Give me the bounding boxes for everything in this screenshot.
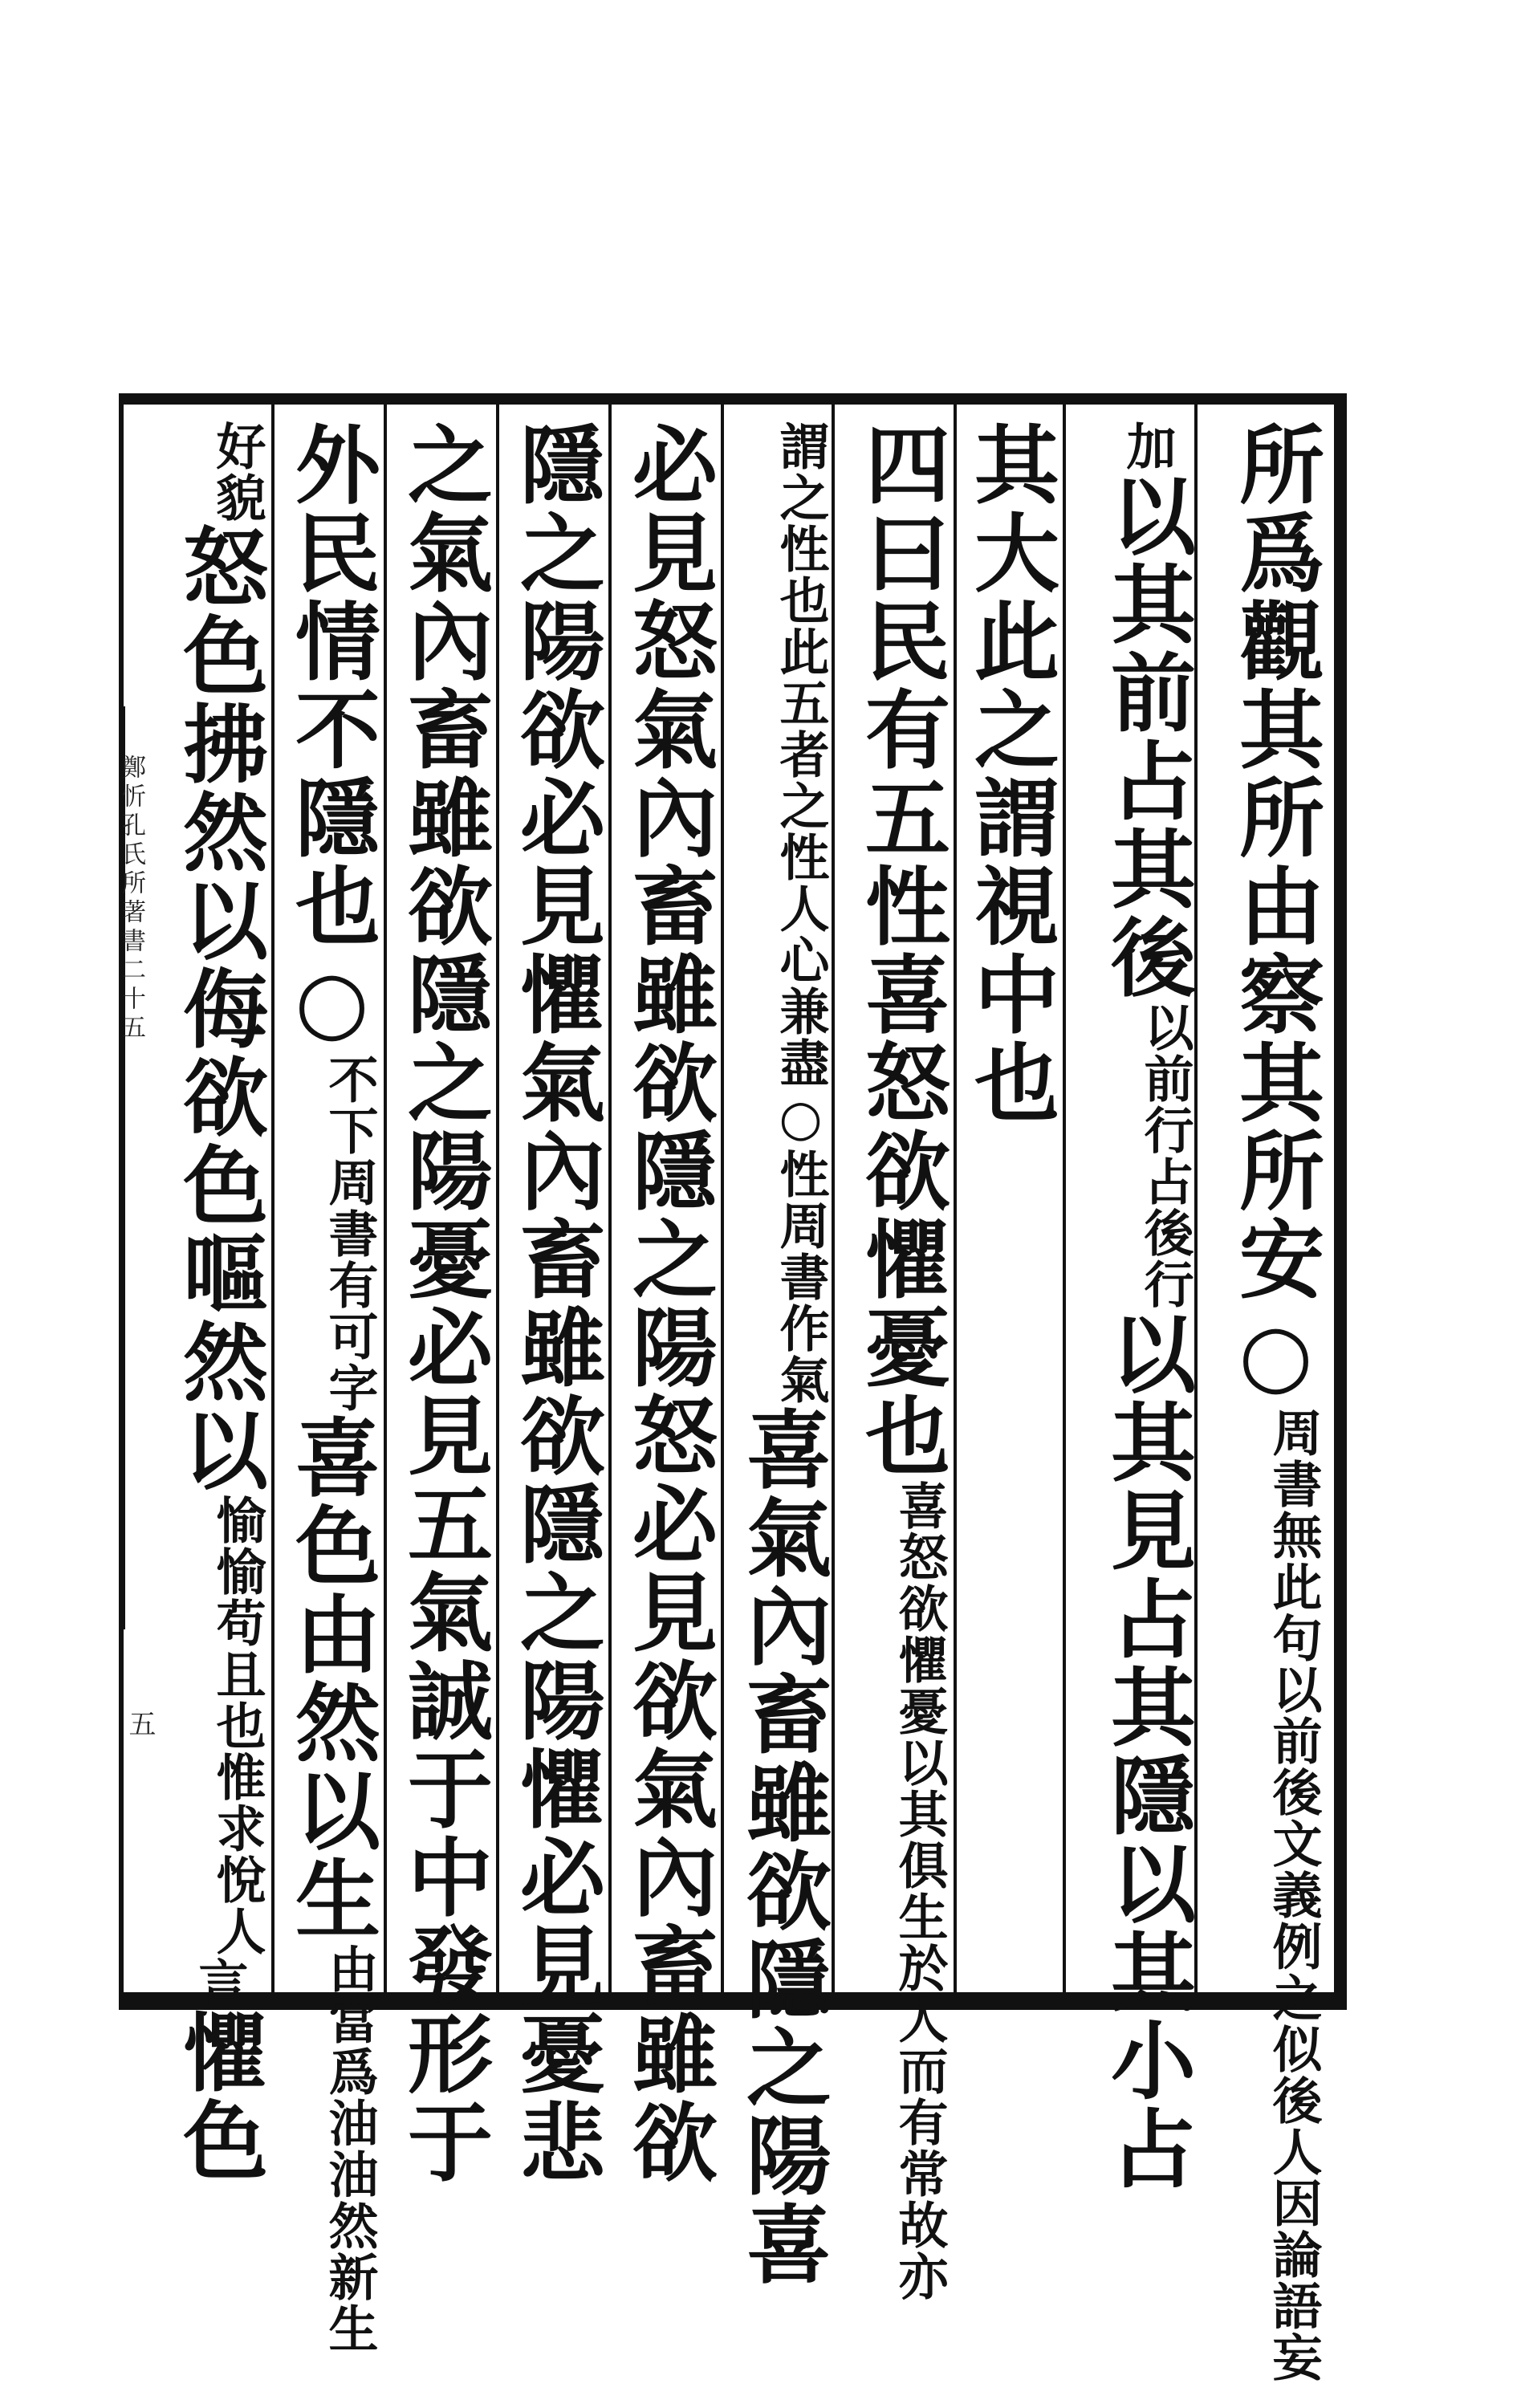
margin-title: 鄭忻孔氏所著書二十五	[117, 755, 145, 1043]
double-line-annotation	[890, 1480, 949, 2302]
double-line-annotation	[771, 421, 830, 1405]
annotation-line-left: 油然新生	[320, 2149, 379, 2354]
annotation-line-left: 貌	[208, 472, 266, 523]
text-column-8	[394, 421, 494, 2186]
annotation-line-right: 周書無此句以前後文	[1264, 1407, 1323, 1869]
text-column-5	[733, 421, 833, 2288]
main-text: 外民情不隱也○	[282, 421, 382, 1054]
annotation-line-right: 愉	[208, 1495, 266, 1546]
column-rule	[1063, 405, 1066, 1992]
main-text: 其大此之謂視中也	[961, 421, 1061, 1127]
double-line-annotation	[320, 1054, 379, 1413]
double-line-annotation	[208, 1495, 266, 1546]
main-text: 之氣內畜雖欲隱之陽憂必見五氣誠于中發形于	[394, 421, 494, 2186]
annotation-line-right: 好	[208, 421, 266, 472]
text-column-4	[852, 421, 952, 2302]
double-line-annotation	[208, 421, 266, 523]
column-rule	[954, 405, 957, 1992]
main-text: 以其前占其後	[1097, 472, 1198, 1002]
column-rule	[384, 405, 387, 1992]
annotation-line-left: 惟求悅人	[208, 1751, 266, 1957]
page-frame	[119, 393, 1347, 2383]
annotation-line-right: 不下周	[320, 1054, 379, 1208]
main-text: 喜氣內畜雖欲隱之陽喜	[733, 1405, 833, 2288]
margin-folio: 五	[124, 1710, 156, 1737]
annotation-line-right: 謂之性也此五者之性人	[771, 421, 830, 934]
main-text: 所爲觀其所由察其所安○	[1226, 421, 1326, 1407]
main-text: 以其見占其隱以其小占	[1097, 1310, 1198, 2193]
annotation-line-left: 心兼盡○性周書作氣	[771, 934, 830, 1405]
text-column-2	[1097, 421, 1198, 2193]
annotation-line-left: 書有可字	[320, 1208, 379, 1413]
annotation-line-left: 占後行	[1136, 1156, 1194, 1310]
text-column-6	[619, 421, 719, 2186]
double-line-annotation	[1264, 1407, 1323, 2383]
text-column-7	[506, 421, 607, 2186]
main-text: 隱之陽欲必見懼氣內畜雖欲隱之陽懼必見憂悲	[506, 421, 607, 2186]
column-rule	[271, 405, 274, 1992]
annotation-text: 加	[1118, 421, 1177, 472]
column-rule	[608, 405, 612, 1992]
annotation-line-left: 義例之似後人因論語妄	[1264, 1869, 1323, 2383]
annotation-line-right: 以前行	[1136, 1002, 1194, 1156]
annotation-text: 言	[190, 1957, 249, 2008]
annotation-line-right: 愉苟且也	[208, 1546, 266, 1751]
text-column-10	[169, 421, 270, 2185]
column-rule	[721, 405, 724, 1992]
main-text: 喜色由然以生	[282, 1413, 382, 1943]
main-text: 怒色拂然以侮欲色嘔然以	[169, 523, 270, 1495]
text-column-3	[961, 421, 1061, 2010]
main-text: 懼色	[169, 2008, 270, 2185]
column-rule	[496, 405, 499, 1992]
double-line-annotation	[208, 1546, 266, 1957]
double-line-annotation	[1136, 1002, 1194, 1310]
text-column-9	[282, 421, 382, 2354]
annotation-line-right: 由當爲油	[320, 1943, 379, 2149]
main-text: 必見怒氣內畜雖欲隱之陽怒必見欲氣內畜雖欲	[619, 421, 719, 2186]
text-column-1	[1226, 421, 1326, 2383]
annotation-line-right: 喜怒欲懼憂以其俱	[890, 1480, 949, 1891]
main-text: 四曰民有五性喜怒欲懼憂也	[852, 421, 952, 1480]
double-line-annotation	[320, 1943, 379, 2354]
annotation-line-left: 生於人而有常故亦	[890, 1891, 949, 2302]
